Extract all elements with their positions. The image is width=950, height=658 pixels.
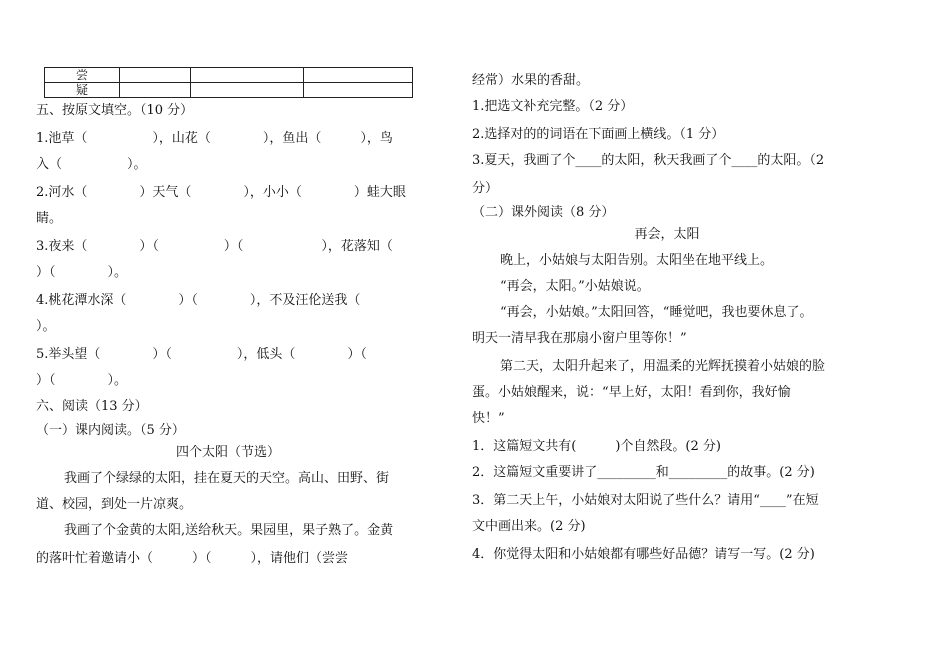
fill-line: 2.河水（ ）天气（ ），小小（ ）蛙大眼: [36, 185, 406, 200]
passage-line: 晚上，小姑娘与太阳告别。太阳坐在地平线上。: [500, 253, 774, 268]
table-row: [45, 68, 413, 83]
fill-line: ）（ ）。: [36, 265, 128, 280]
section-heading: 六、阅读（13 分）: [36, 399, 148, 414]
table-cell: [191, 83, 304, 98]
table-cell: [304, 68, 413, 83]
passage-line: 我画了个金黄的太阳,送给秋天。果园里，果子熟了。金黄: [64, 523, 394, 538]
question-line: 1．这篇短文共有( )个自然段。(2 分): [472, 439, 721, 454]
passage-line: “再会，太阳。”小姑娘说。: [500, 279, 650, 294]
fill-line: 睛。: [36, 211, 63, 226]
vocab-table: [44, 67, 413, 98]
fill-line: 1.池草（ ），山花（ ），鱼出（ ），鸟: [36, 131, 393, 146]
question-line: 文中画出来。(2 分): [472, 519, 586, 534]
passage-line: 明天一清早我在那扇小窗户里等你！”: [472, 331, 687, 346]
subsection-heading: （一）课内阅读。（5 分）: [36, 423, 185, 438]
passage-line: 道、校园，到处一片凉爽。: [36, 497, 193, 512]
fill-line: ）。: [36, 319, 56, 334]
table-cell: [304, 83, 413, 98]
fill-line: ）（ ）。: [36, 373, 128, 388]
table-cell-char: 尝: [45, 68, 120, 83]
question-line: 2.选择对的的词语在下面画上横线。（1 分）: [472, 127, 725, 142]
table-cell: [120, 68, 191, 83]
section-heading: 五、按原文填空。（10 分）: [36, 103, 194, 118]
table-cell: [191, 68, 304, 83]
question-line: 1.把选文补充完整。（2 分）: [472, 99, 634, 114]
passage-line: 第二天，太阳升起来了，用温柔的光辉抚摸着小姑娘的脸: [500, 359, 826, 374]
passage-title: 四个太阳（节选）: [175, 445, 280, 460]
passage-title: 再会，太阳: [634, 227, 700, 242]
subsection-heading: （二）课外阅读（8 分）: [472, 205, 615, 220]
table-cell: [120, 83, 191, 98]
fill-line: 5.举头望（ ）（ ），低头（ ）（: [36, 347, 367, 362]
passage-line: 快！”: [472, 411, 505, 426]
passage-line: “再会，小姑娘。”太阳回答，“睡觉吧，我也要休息了。: [500, 305, 813, 320]
question-line: 分）: [472, 181, 499, 196]
fill-line: 入（ ）。: [36, 157, 147, 172]
question-line: 3.夏天，我画了个____的太阳，秋天我画了个____的太阳。（2: [472, 153, 825, 168]
table-cell-char: 疑: [45, 83, 120, 98]
question-line: 4．你觉得太阳和小姑娘都有哪些好品德？请写一写。(2 分): [472, 547, 815, 562]
passage-line: 的落叶忙着邀请小（ ）（ ），请他们（尝尝: [36, 551, 349, 566]
table-row: [45, 83, 413, 98]
passage-line: 我画了个绿绿的太阳，挂在夏天的天空。高山、田野、街: [64, 471, 390, 486]
passage-line: 经常）水果的香甜。: [472, 73, 590, 88]
fill-line: 4.桃花潭水深（ ）（ ），不及汪伦送我（: [36, 293, 361, 308]
fill-line: 3.夜来（ ）（ ）（ ），花落知（: [36, 239, 393, 254]
passage-line: 蛋。小姑娘醒来，说：“早上好，太阳！看到你，我好愉: [472, 385, 791, 400]
question-line: 3．第二天上午，小姑娘对太阳说了些什么？请用“____”在短: [472, 493, 819, 508]
question-line: 2．这篇短文重要讲了_________和_________的故事。(2 分): [472, 465, 815, 480]
